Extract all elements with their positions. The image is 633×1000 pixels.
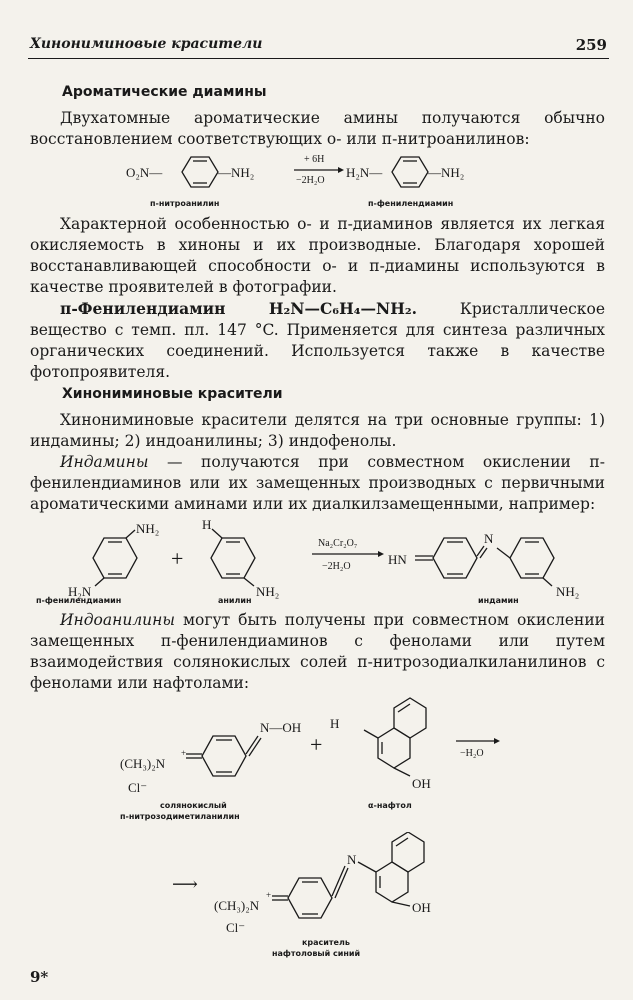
- benzene-ring-icon: [93, 530, 137, 586]
- reaction-naphthol-blue-reactants: [0, 696, 633, 826]
- reaction-nitroaniline-reduction: [0, 150, 633, 210]
- section-heading-quinonimine-dyes: Хинониминовые красители: [62, 386, 283, 402]
- product-amino: NH₂: [556, 584, 580, 599]
- product-hydroxyl: OH: [412, 900, 431, 915]
- nitroso-group: N—OH: [260, 720, 302, 735]
- dimethylammonium-group: (CH₃)₂N: [120, 756, 166, 771]
- benzene-ring-icon: [211, 529, 255, 586]
- label-nitroaniline: п-нитроанилин: [150, 199, 220, 208]
- label-dye: краситель: [302, 938, 350, 947]
- naphthol-hydrogen: H: [330, 716, 340, 731]
- label-hydrochloride: солянокислый: [160, 801, 227, 810]
- svg-text:+: +: [266, 890, 272, 900]
- product-imine-n: N: [347, 852, 357, 867]
- quinoid-ring-icon: [415, 538, 510, 578]
- r2-hydrogen: H: [202, 520, 212, 532]
- benzene-ring-icon: [182, 157, 218, 187]
- benzene-ring-icon: [510, 538, 554, 586]
- paragraph-indoanilines: Индоанилины могут быть получены при совместном окислении замещенных п-фенилендиаминов с фенолами или путем взаимодействия солянокислых солей п-нитрозодиалкиланилинов с фенолами или нафтолами:: [30, 611, 605, 692]
- header-rule: [28, 58, 609, 59]
- reagent-water: −H₂O: [460, 748, 484, 759]
- running-header-title: Хинониминовые красители: [30, 36, 263, 52]
- paragraph-diamine-properties: Характерной особенностью о- и п-диаминов является их легкая окисляемость в хиноны и их производные. Благодаря хорошей восстанавливающей способности о- и п-диамины используются в качестве проявителей в фотографии. п-Фенилендиамин H₂N—C₆H₄—NH₂. Кристаллическое вещество с темп. пл. 147 °C. Применяется для синтеза различных органических соединений. Используется также в качестве фотопроявителя.: [30, 215, 605, 381]
- r1-amino-bottom: H₂N: [68, 584, 92, 599]
- naphthalene-ring-icon: [376, 832, 424, 906]
- reagent-hydrogen: + 6H: [304, 154, 325, 165]
- plus-sign: +: [171, 546, 184, 571]
- product-dimethylammonium: (CH₃)₂N: [214, 898, 260, 913]
- paragraph-intro: Двухатомные ароматические амины получаются обычно восстановлением соответствующих о- или п-нитроанилинов:: [30, 109, 605, 148]
- label-indamine: индамин: [478, 596, 519, 605]
- label-phenylenediamine: п-фенилендиамин: [368, 199, 454, 208]
- chloride-ion: Cl⁻: [128, 780, 148, 795]
- reaction-indamine: [0, 520, 633, 602]
- label-alpha-naphthol: α-нафтол: [368, 801, 412, 810]
- reaction-indamine-labels: [0, 594, 633, 606]
- product-chloride: Cl⁻: [226, 920, 246, 935]
- reagent-water: −2H₂O: [322, 561, 351, 572]
- plus-sign: +: [310, 732, 323, 757]
- reactant-amino-group: —NH₂: [218, 165, 255, 180]
- quinoid-ring-icon: [272, 862, 376, 918]
- product-imine-n: N: [484, 531, 494, 546]
- reagent-water: −2H₂O: [296, 175, 325, 186]
- product-amino-left: H₂N—: [346, 165, 383, 180]
- yields-arrow: ⟶: [172, 874, 198, 894]
- reactant-nitro-group: O₂N—: [126, 165, 163, 180]
- product-amino-right: —NH₂: [428, 165, 465, 180]
- reagent-dichromate: Na₂Cr₂O₇: [318, 538, 358, 549]
- paragraph-dye-groups: Хинониминовые красители делятся на три основные группы: 1) индамины; 2) индоанилины; 3) индофенолы. Индамины — получаются при совместном окислении п-фенилендиаминов или их замещенных производных с первичными ароматическими аминами или их диалкилзамещенными, например:: [30, 411, 605, 513]
- quinoid-ring-icon: [186, 736, 261, 776]
- hydroxyl-group: OH: [412, 776, 431, 791]
- label-phenylenediamine: п-фенилендиамин: [36, 596, 122, 605]
- term-indoanilines: Индоанилины: [60, 611, 176, 629]
- naphthalene-ring-icon: [364, 698, 426, 776]
- term-indamines: Индамины: [60, 453, 149, 471]
- product-imine-left: HN: [388, 552, 407, 567]
- label-aniline: анилин: [218, 596, 252, 605]
- label-nitrosodimethylaniline: п-нитрозодиметиланилин: [120, 812, 240, 821]
- page-number: 259: [575, 36, 607, 54]
- r2-amino: NH₂: [256, 584, 280, 599]
- benzene-ring-icon: [392, 157, 428, 187]
- svg-text:+: +: [181, 748, 187, 758]
- section-heading-aromatic-diamines: Ароматические диамины: [62, 84, 267, 100]
- label-naphthol-blue: нафтоловый синий: [272, 949, 361, 958]
- reaction-naphthol-blue-product: [0, 832, 633, 962]
- signature-mark: 9*: [30, 968, 49, 986]
- term-phenylenediamine: п-Фенилендиамин H₂N—C₆H₄—NH₂.: [60, 299, 418, 318]
- r1-amino-top: NH₂: [136, 521, 160, 536]
